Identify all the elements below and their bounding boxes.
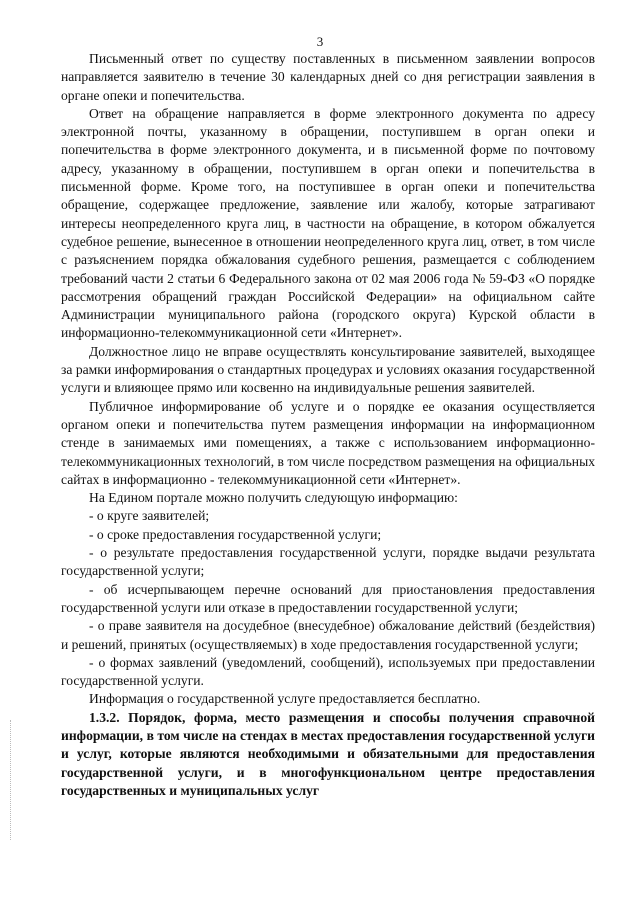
paragraph-portal-intro: На Едином портале можно получить следующую информацию:	[89, 490, 458, 506]
page-number: 3	[316, 34, 324, 49]
paragraph-public-informing: Публичное информирование об услуге и о порядке ее оказания осуществляется органом опеки и попечительства путем размещения информации на информационном стенде в занимаемых ими помещениях, а также с использованием информационно-телекоммуникационных технологий, в том числе посредством размещения на официальных сайтах в информационно - телекоммуникационной сети «Интернет».	[61, 398, 595, 487]
list-item-applicants: - о круге заявителей;	[89, 508, 210, 524]
paragraph-official-restriction: Должностное лицо не вправе осуществлять консультирование заявителей, выходящее за рамки информирования о стандартных процедурах и условиях оказания государственной услуги и влияющее прямо или косвенно на индивидуальные решения заявителей.	[61, 343, 595, 396]
list-item-appeal-right: - о праве заявителя на досудебное (внесудебное) обжалование действий (бездействия) и решений, принятых (осуществляемых) в ходе предоставления государственной услуги;	[61, 618, 595, 652]
section-heading: 1.3.2. Порядок, форма, место размещения и способы получения справочной информации, в том числе на стендах в местах предоставления государственной услуги и услуг, которые являются необходимыми и обязательными для предоставления государственной услуги, и в многофункциональном центре предоставления государственных и муниципальных услуг	[61, 709, 595, 798]
list-item-grounds: - об исчерпывающем перечне оснований для приостановления предоставления государственной услуги или отказе в предоставлении государственной услуги;	[61, 581, 595, 615]
paragraph-answer-form: Ответ на обращение направляется в форме электронного документа по адресу электронной почты, указанному в обращении, поступившем в орган опеки и попечительства в форме электронного документа, и в письменной форме по почтовому адресу, указанному в обращении, поступившем в орган опеки и попечительства в письменной форме. Кроме того, на поступившее в орган опеки и попечительства обращение, содержащее предложение, заявление или жалобу, которые затрагивают интересы неопределенного круга лиц, в частности на обращение, в котором обжалуется судебное решение, вынесенное в отношении неопределенного круга лиц, ответ, в том числе с разъяснением порядка обжалования судебного решения, размещается с соблюдением требований части 2 статьи 6 Федерального закона от 02 мая 2006 года № 59-ФЗ «О порядке рассмотрения обращений граждан Российской Федерации» на официальном сайте Администрации муниципального района (городского округа) Курской области в информационно-телекоммуникационной сети «Интернет».	[61, 105, 595, 341]
list-item-term: - о сроке предоставления государственной услуги;	[89, 526, 382, 542]
list-item-result: - о результате предоставления государственной услуги, порядке выдачи результата государственной услуги;	[61, 545, 595, 579]
paragraph-written-answer: Письменный ответ по существу поставленных в письменном заявлении вопросов направляется заявителю в течение 30 календарных дней со дня регистрации заявления в органе опеки и попечительства.	[61, 51, 595, 103]
paragraph-free-info: Информация о государственной услуге предоставляется бесплатно.	[89, 691, 481, 707]
margin-mark	[10, 720, 15, 840]
document-body	[61, 50, 595, 800]
list-item-forms: - о формах заявлений (уведомлений, сообщений), используемых при предоставлении государственной услуги.	[61, 654, 595, 689]
